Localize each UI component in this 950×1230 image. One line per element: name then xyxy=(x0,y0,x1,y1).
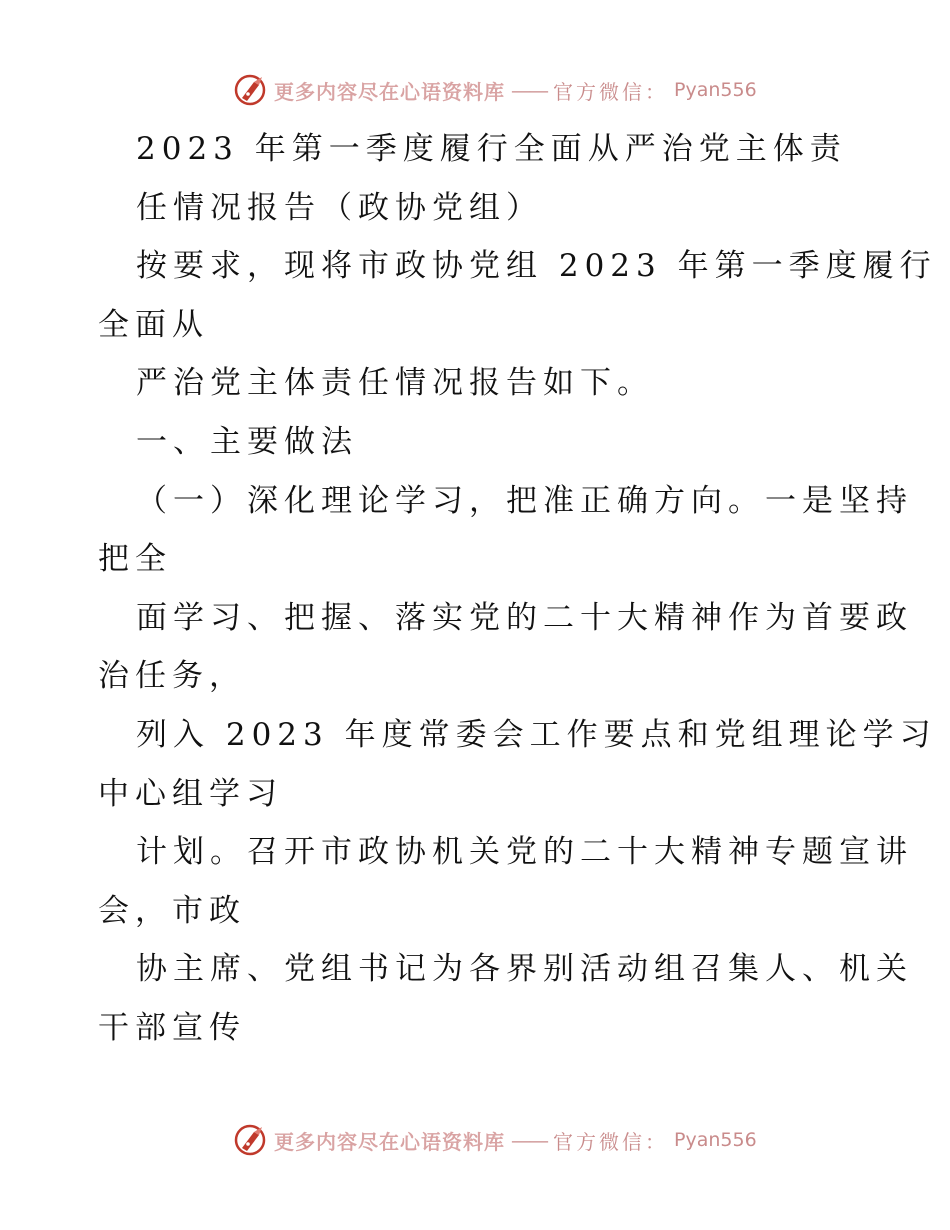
text-line: 中心组学习 xyxy=(98,775,283,812)
document-body xyxy=(98,120,937,1058)
text-line: 一、主要做法 xyxy=(136,423,358,460)
text-line: 面学习、把握、落实党的二十大精神作为首要政 xyxy=(136,599,913,636)
text-line: 列入 2023 年度常委会工作要点和党组理论学习 xyxy=(136,716,937,753)
watermark-main-text: 更多内容尽在心语资料库 xyxy=(274,1129,505,1154)
text-line: 协主席、党组书记为各界别活动组召集人、机关 xyxy=(136,951,913,988)
pen-nib-circle-logo-icon xyxy=(232,1122,268,1158)
text-line: 全面从 xyxy=(98,306,209,343)
text-line: 干部宣传 xyxy=(98,1009,246,1046)
header-watermark xyxy=(232,70,757,110)
text-line: 计划。召开市政协机关党的二十大精神专题宣讲 xyxy=(136,834,913,871)
text-line: 会，市政 xyxy=(98,892,246,929)
watermark-dash: —— xyxy=(511,1128,547,1152)
watermark-handle: Pyan556 xyxy=(674,79,757,101)
watermark-handle: Pyan556 xyxy=(674,1129,757,1151)
watermark-dash: —— xyxy=(511,78,547,102)
watermark-main-text: 更多内容尽在心语资料库 xyxy=(274,79,505,104)
text-line: 治任务， xyxy=(98,658,246,695)
text-line: 严治党主体责任情况报告如下。 xyxy=(136,365,654,402)
text-line: （一）深化理论学习，把准正确方向。一是坚持 xyxy=(136,482,913,519)
watermark-sub-text: 官方微信： xyxy=(553,1129,668,1154)
footer-watermark xyxy=(232,1120,757,1160)
pen-nib-circle-logo-icon xyxy=(232,72,268,108)
watermark-sub-text: 官方微信： xyxy=(553,79,668,104)
text-line: 任情况报告（政协党组） xyxy=(136,189,543,226)
text-line: 把全 xyxy=(98,541,172,578)
text-line: 按要求，现将市政协党组 2023 年第一季度履行 xyxy=(136,248,937,285)
text-line: 2023 年第一季度履行全面从严治党主体责 xyxy=(136,131,847,167)
